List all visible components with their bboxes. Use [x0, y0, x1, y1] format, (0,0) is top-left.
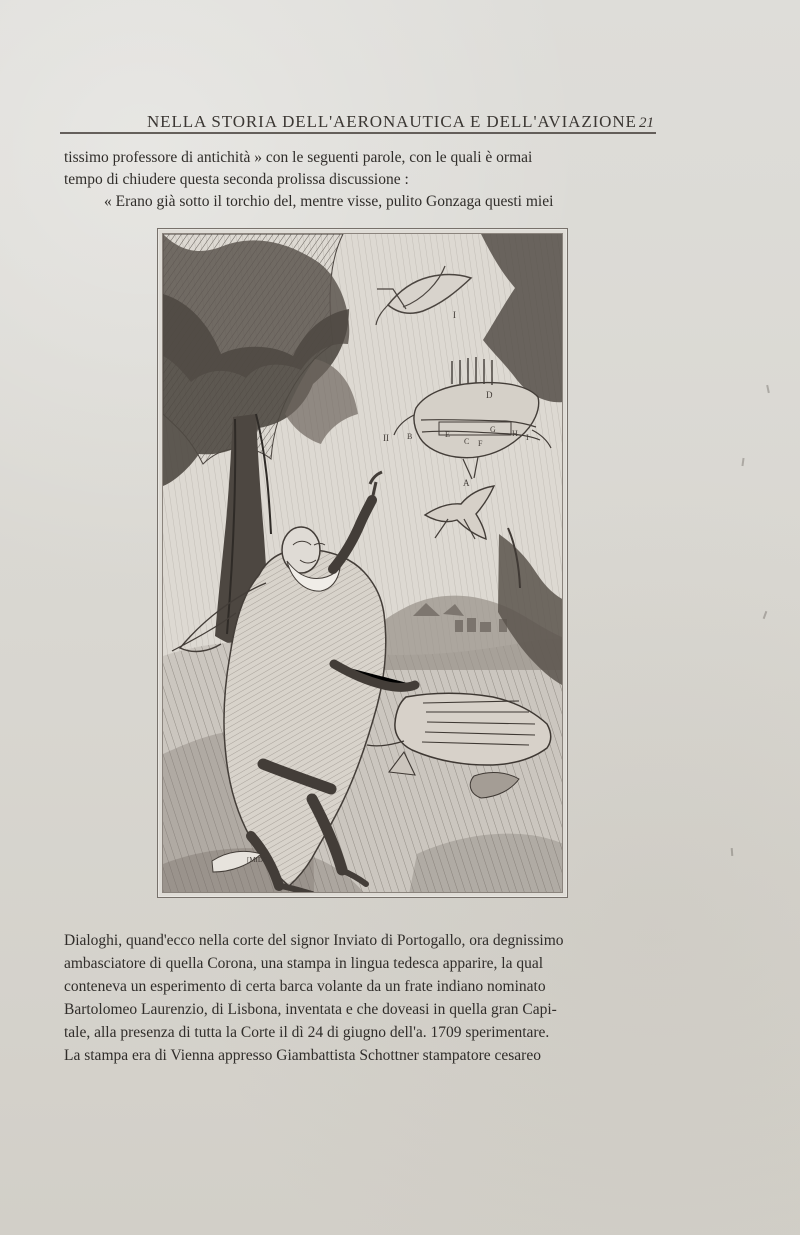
- illustration-label-e: E: [445, 430, 450, 439]
- illustration-label-b: B: [407, 432, 413, 441]
- text-line-bottom-2: ambasciatore di quella Corona, una stampa in lingua tedesca apparire, la qual: [64, 955, 544, 972]
- illustration-inner-frame: [162, 233, 563, 893]
- text-line-bottom-5: tale, alla presenza di tutta la Corte il dì 24 di giugno dell'a. 1709 sperimentare.: [64, 1024, 550, 1041]
- margin-mark: [741, 458, 744, 466]
- running-title: NELLA STORIA DELL'AERONAUTICA E DELL'AVIAZIONE: [147, 112, 637, 131]
- header-rule: [60, 132, 656, 134]
- illustration-label-d: D: [486, 390, 493, 400]
- margin-mark: [763, 611, 768, 619]
- illustration-label-i-lower: I: [526, 433, 529, 442]
- page-number: 21: [639, 115, 654, 131]
- illustration-plate: [157, 228, 568, 898]
- margin-mark: [731, 848, 734, 856]
- text-line-bottom-6: La stampa era di Vienna appresso Giambattista Schottner stampatore cesareo: [64, 1047, 541, 1064]
- text-line-bottom-3: conteneva un esperimento di certa barca volante da un frate indiano nominato: [64, 978, 546, 995]
- inscription-text: [MIDE]: [247, 856, 270, 864]
- illustration-label-c: C: [464, 437, 470, 446]
- text-line-bottom-1: Dialoghi, quand'ecco nella corte del signor Inviato di Portogallo, ora degnissimo: [64, 932, 564, 949]
- illustration-label-i-upper: I: [453, 310, 456, 320]
- engraving-illustration: [163, 234, 563, 893]
- illustration-label-h: H: [512, 429, 518, 438]
- margin-mark: [766, 385, 770, 393]
- illustration-label-a: A: [463, 478, 470, 488]
- text-line-top-3: « Erano già sotto il torchio del, mentre visse, pulito Gonzaga questi miei: [104, 193, 554, 210]
- illustration-label-ii: II: [383, 433, 389, 443]
- illustration-label-f: F: [478, 439, 483, 448]
- illustration-label-g: G: [490, 425, 496, 434]
- text-line-top-2: tempo di chiudere questa seconda prolissa discussione :: [64, 171, 409, 188]
- text-line-bottom-4: Bartolomeo Laurenzio, di Lisbona, inventata e che doveasi in quella gran Capi-: [64, 1001, 557, 1018]
- text-line-top-1: tissimo professore di antichità » con le seguenti parole, con le quali è ormai: [64, 149, 533, 166]
